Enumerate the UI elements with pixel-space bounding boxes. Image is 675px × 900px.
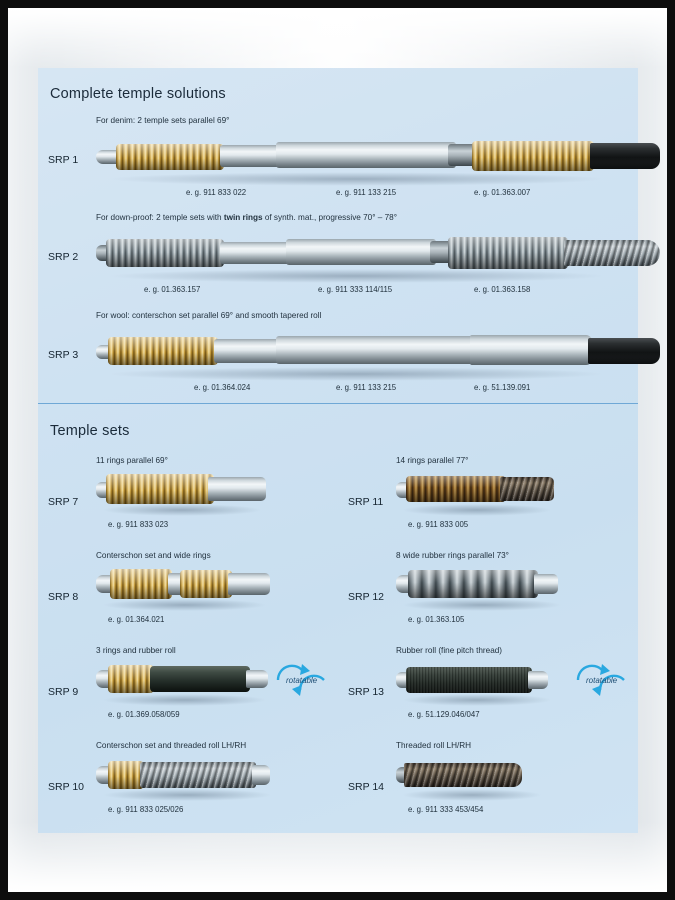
desc-bold: twin rings xyxy=(223,213,263,222)
product-code: SRP 8 xyxy=(48,591,79,603)
product-reference: e. g. 911 333 453/454 xyxy=(408,805,484,814)
product-reference: e. g. 01.363.105 xyxy=(408,615,465,624)
product-image-srp7 xyxy=(96,468,271,516)
product-image-srp9 xyxy=(96,658,271,706)
product-description: For wool: conterschon set parallel 69° and smooth tapered roll xyxy=(96,311,322,320)
section-title-complete: Complete temple solutions xyxy=(50,86,226,102)
product-code: SRP 12 xyxy=(348,591,384,603)
product-description: Threaded roll LH/RH xyxy=(396,741,472,750)
product-description: Conterschon set and wide rings xyxy=(96,551,211,560)
section-title-sets: Temple sets xyxy=(50,423,130,439)
product-reference: e. g. 911 833 005 xyxy=(408,520,469,529)
product-description: 11 rings parallel 69° xyxy=(96,456,168,465)
rotatable-indicator-srp9 xyxy=(268,660,334,700)
product-image-srp3 xyxy=(96,323,616,381)
product-reference: e. g. 911 833 025/026 xyxy=(108,805,184,814)
product-references-srp1: e. g. 911 833 022 e. g. 911 133 215 e. g. 01.363.007 xyxy=(186,188,531,197)
product-reference: e. g. 51.129.046/047 xyxy=(408,710,480,719)
product-description: 8 wide rubber rings parallel 73° xyxy=(396,551,509,560)
product-code: SRP 9 xyxy=(48,686,79,698)
product-code: SRP 1 xyxy=(48,154,79,166)
product-row-srp14 xyxy=(338,741,638,836)
product-reference: e. g. 01.364.021 xyxy=(108,615,165,624)
product-reference: e. g. 01.369.058/059 xyxy=(108,710,180,719)
product-description xyxy=(96,213,397,222)
product-image-srp12 xyxy=(396,563,571,611)
product-row-srp7 xyxy=(38,456,338,551)
product-description: 3 rings and rubber roll xyxy=(96,646,176,655)
product-description: For denim: 2 temple sets parallel 69° xyxy=(96,116,230,125)
rotatable-label: rotatable xyxy=(586,676,618,685)
product-code: SRP 2 xyxy=(48,251,79,263)
product-code: SRP 13 xyxy=(348,686,384,698)
product-row-srp8 xyxy=(38,551,338,646)
product-row-srp12 xyxy=(338,551,638,646)
product-code: SRP 3 xyxy=(48,349,79,361)
product-image-srp2 xyxy=(96,225,616,283)
product-references-srp3: e. g. 01.364.024 e. g. 911 133 215 e. g. 51.139.091 xyxy=(194,383,531,392)
desc-part-1: For down-proof: 2 temple sets with xyxy=(96,213,224,222)
section-divider xyxy=(38,403,638,404)
product-description: Conterschon set and threaded roll LH/RH xyxy=(96,741,247,750)
product-row-srp13 xyxy=(338,646,638,741)
product-code: SRP 7 xyxy=(48,496,79,508)
product-code: SRP 14 xyxy=(348,781,384,793)
product-code: SRP 11 xyxy=(348,496,384,508)
catalog-sheet xyxy=(38,68,638,833)
product-row-srp1 xyxy=(38,116,638,216)
product-image-srp11 xyxy=(396,468,571,516)
product-image-srp14 xyxy=(396,753,571,801)
product-row-srp10 xyxy=(38,741,338,836)
product-row-srp9 xyxy=(38,646,338,741)
rotatable-indicator-srp13 xyxy=(568,660,634,700)
product-image-srp1 xyxy=(96,128,616,186)
product-row-srp2 xyxy=(38,213,638,313)
product-image-srp10 xyxy=(96,753,271,801)
product-code: SRP 10 xyxy=(48,781,84,793)
rotatable-label: rotatable xyxy=(286,676,318,685)
desc-part-2: of synth. mat., progressive 70° – 78° xyxy=(262,213,397,222)
product-image-srp8 xyxy=(96,563,271,611)
glare-top xyxy=(8,8,667,68)
product-description: Rubber roll (fine pitch thread) xyxy=(396,646,503,655)
product-description: 14 rings parallel 77° xyxy=(396,456,469,465)
product-reference: e. g. 911 833 023 xyxy=(108,520,169,529)
product-image-srp13 xyxy=(396,658,571,706)
product-row-srp11 xyxy=(338,456,638,551)
product-row-srp3 xyxy=(38,311,638,411)
product-references-srp2: e. g. 01.363.157 e. g. 911 333 114/115 e. g. 01.363.158 xyxy=(144,285,531,294)
